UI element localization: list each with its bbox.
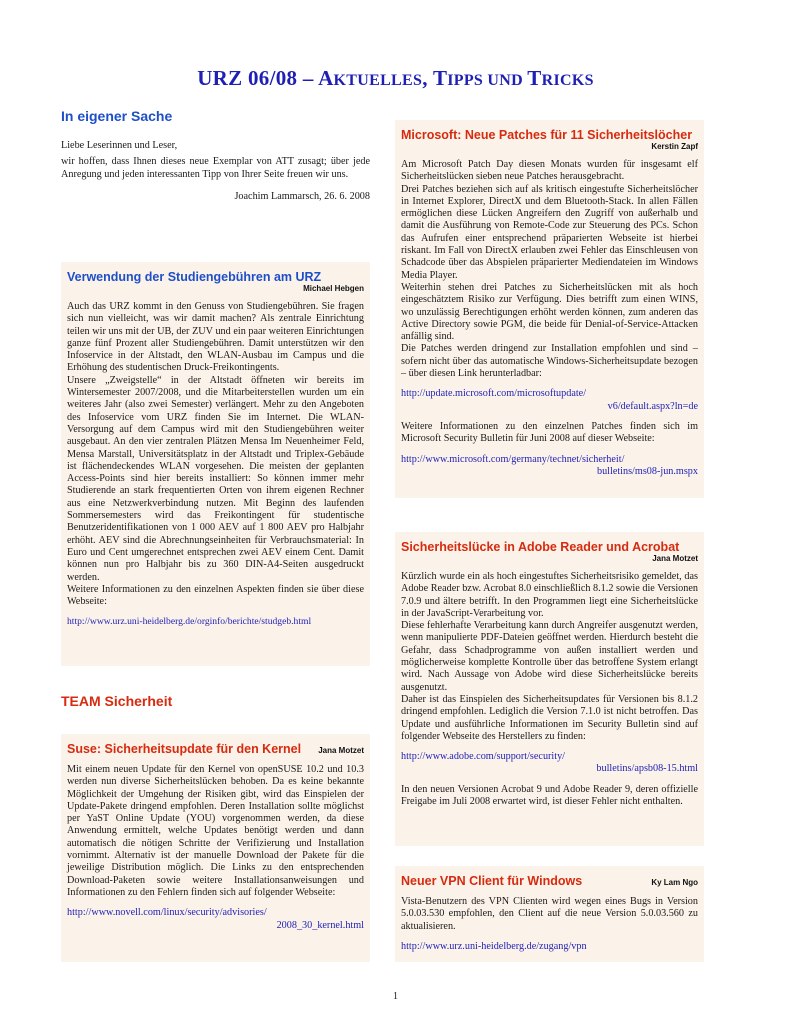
suse-link-2[interactable]: 2008_30_kernel.html: [276, 919, 364, 931]
vpn-link[interactable]: http://www.urz.uni-heidelberg.de/zugang/vpn: [401, 940, 587, 952]
microsoft-p3: Weiterhin stehen drei Patches zu Sicherheitslücken mit als hoch eingeschätztem Risiko zur Verfügung. Dies betrifft zum einen WINS, wo unzulässig Berechtigungen erhöht werden können, zum anderen das Active Directory sowie PGM, die beide für Denial-of-Service-Attacken anfällig sind.: [401, 281, 698, 343]
eigene-signature: Joachim Lammarsch, 26. 6. 2008: [234, 190, 370, 202]
vpn-title: Neuer VPN Client für Windows: [401, 874, 583, 888]
studgeb-author: Michael Hebgen: [303, 284, 364, 293]
microsoft-link-1a[interactable]: http://update.microsoft.com/microsoftupdate/: [401, 388, 587, 400]
adobe-p1: Kürzlich wurde ein als hoch eingestuftes Sicherheitsrisiko gemeldet, das Adobe Reader bzw. Acrobat 8.0 einschließlich 8.1.2 sowie die Versionen 7.0.9 und ältere betrifft. In den Programmen liegt eine Sicherheitslücke in der JavaScript-Verarbeitung vor.: [401, 571, 698, 619]
microsoft-p1: Am Microsoft Patch Day diesen Monats wurden für insgesamt elf Sicherheitslücken sieben neue Patches herausgebracht.: [401, 159, 698, 183]
studgeb-link[interactable]: http://www.urz.uni-heidelberg.de/orginfo/berichte/studgeb.html: [67, 616, 312, 628]
microsoft-author: Kerstin Zapf: [651, 142, 698, 151]
microsoft-link-2b[interactable]: bulletins/ms08-jun.mspx: [596, 465, 698, 477]
adobe-box: [395, 532, 704, 846]
studgeb-paragraph-3: Weitere Informationen zu den einzelnen Aspekten finden sie über diese Webseite:: [67, 583, 364, 608]
eigene-text: wir hoffen, dass Ihnen dieses neue Exemplar von ATT zusagt; über jede Anregung und jeden interessanten Tipp von Ihrer Seite freuen wir uns.: [61, 156, 370, 180]
microsoft-title: Microsoft: Neue Patches für 11 Sicherheitslöcher: [401, 128, 693, 142]
vpn-text: Vista-Benutzern des VPN Clienten wird wegen eines Bugs in Version 5.0.03.530 empfohlen, den Client auf die neue Version 5.0.03.560 zu aktualisieren.: [401, 896, 698, 932]
page-title: URZ 06/08 – AKTUELLES, TIPPS UND TRICKS: [197, 66, 594, 90]
adobe-p4: In den neuen Versionen Acrobat 9 und Adobe Reader 9, deren offizielle Freigabe im Juli 2008 erwartet wird, ist dieser Fehler nicht enthalten.: [401, 783, 698, 808]
adobe-link-2[interactable]: bulletins/apsb08-15.html: [596, 763, 698, 775]
suse-box: [61, 734, 370, 962]
studgeb-paragraph-1: Auch das URZ kommt in den Genuss von Studiengebühren. Sie fragen sich nun vielleicht, was wir damit machen? Als zentrale Einrichtung teilen wir uns mit der UB, der ZUV und ein paar weiteren Einrichtungen ganze fünf Prozent aller Studiengebühren. Damit unterstützen wir den Infoservice in der Altstadt, den WLAN-Ausbau im Campus und die Erhöhung des studentischen Druck-Freikontingents.: [67, 301, 364, 374]
eigene-heading: In eigener Sache: [61, 108, 173, 124]
microsoft-box: [395, 120, 704, 498]
suse-title: Suse: Sicherheitsupdate für den Kernel: [67, 742, 302, 756]
eigene-greeting: Liebe Leserinnen und Leser,: [61, 140, 178, 151]
microsoft-link-1b[interactable]: v6/default.aspx?ln=de: [607, 400, 698, 412]
microsoft-p5: Weitere Informationen zu den einzelnen Patches finden sich im Microsoft Security Bulletin für Juni 2008 auf dieser Webseite:: [401, 420, 698, 445]
microsoft-p4: Die Patches werden dringend zur Installation empfohlen und sind – sofern nicht über das automatische Windows-Sicherheitsupdate bezogen – über diesen Link herunterladbar:: [401, 343, 698, 380]
studgeb-paragraph-2: Unsere „Zweigstelle“ in der Altstadt öffneten wir bereits im Wintersemester 2007/2008, und die Mitarbeiterstellen wurden um ein weiteres Jahr (also zwei Semester) verlängert. Mehr zu den Angeboten des Infoservice vom URZ finden Sie im Internet. Die WLAN-Versorgung auf dem Campus wird mit den Studiengebühren weiter ausgebaut. An den vier zentralen Plätzen Mensa Im Neuenheimer Feld, Mensa Marstall, Universitätsplatz in der Altstadt und Triplex-Gebäude ist flächendeckendes WLAN vorgesehen. Die meisten der geplanten Access-Points sind hier bereits installiert: So können immer mehr Studierende an stark frequentierten Orten von ihrem eigenen Rechner aus eine Netzwerkverbindung nutzen. Mit Beginn des laufenden Sommersemesters wird das Freikontingent für studentische Benutzeridentifikationen von 1 000 AEV auf 1 800 AEV pro Halbjahr erhöht. AEV sind die Abrechnungseinheiten für Verbrauchsmaterial: In Euro und Cent umgerechnet entsprechen zwei AEV einem Cent. Damit können nun pro Halbjahr bis zu 360 DIN-A4-Seiten ausgedruckt werden.: [67, 374, 364, 583]
adobe-author: Jana Motzet: [652, 554, 698, 563]
studgeb-title: Verwendung der Studiengebühren am URZ: [67, 270, 322, 284]
studgeb-box: [61, 262, 370, 666]
adobe-p3: Daher ist das Einspielen des Sicherheitsupdates für Versionen bis 8.1.2 dringend empfohlen. Lediglich die Version 7.1.0 ist nicht betroffen. Das Update und ausführliche Informationen im Security Bulletin sind auf folgender Webseite des Herstellers zu finden:: [401, 693, 698, 742]
adobe-p2: Diese fehlerhafte Verarbeitung kann durch Angreifer ausgenutzt werden, wenn manipulierte PDF-Dateien geöffnet werden. Hierdurch besteht die Gefahr, dass Schadprogramme von außen installiert werden und möglicherweise komplette Kontrolle über das betroffene System erlangt wird. Nach Aussage von Adobe wird diese Sicherheitslücke bereits ausgenutzt.: [401, 620, 698, 693]
vpn-author: Ky Lam Ngo: [651, 878, 698, 887]
adobe-link-1[interactable]: http://www.adobe.com/support/security/: [401, 751, 566, 763]
vpn-box: [395, 866, 704, 962]
suse-text: Mit einem neuen Update für den Kernel von openSUSE 10.2 und 10.3 werden nun diverse Sicherheitslücken behoben. Da es keine bekannte Möglichkeit der Umgehung der Risiken gibt, wird das Einspielen der Update-Pakete dringend empfohlen. Deren Installation sollte möglichst per YaST Online Update (YOU) vorgenommen werden, da diese Anwendung ermittelt, welche Updates benötigt werden und dann automatisch die nötigen Schritte der Verifizierung und Installation vornimmt. Alternativ ist der manuelle Download der Pakete für die jeweilige Distribution möglich. Die Links zu den entsprechenden Download-Paketen sowie weitere Installationsanweisungen und Informationen zu den Fehlern finden sich auf folgender Webseite:: [67, 764, 364, 898]
suse-link-1[interactable]: http://www.novell.com/linux/security/advisories/: [67, 907, 267, 919]
page-number: 1: [393, 991, 398, 1002]
eigene-section: [61, 108, 370, 203]
suse-author: Jana Motzet: [318, 746, 364, 755]
team-heading: TEAM Sicherheit: [61, 693, 173, 709]
adobe-title: Sicherheitslücke in Adobe Reader und Acrobat: [401, 540, 680, 554]
microsoft-link-2a[interactable]: http://www.microsoft.com/germany/technet/sicherheit/: [401, 453, 625, 465]
microsoft-p2: Drei Patches beziehen sich auf als kritisch eingestufte Sicherheitslöcher in Internet Explorer, DirectX und dem Bluetooth-Stack. In allen Fällen ermöglichen diese Lücken Angreifern den Zugriff von außerhalb und damit die Ausführung von Remote-Code zur Steuerung des PCs. Schon das Aufrufen einer entsprechend präparierten Webseite ist hierbei riskant. Im Fall von DirectX erlauben zwei Fehler das Einschleusen von Schadcode über das Abspielen präparierter Mediendateien im Windows Media Player.: [401, 183, 698, 281]
